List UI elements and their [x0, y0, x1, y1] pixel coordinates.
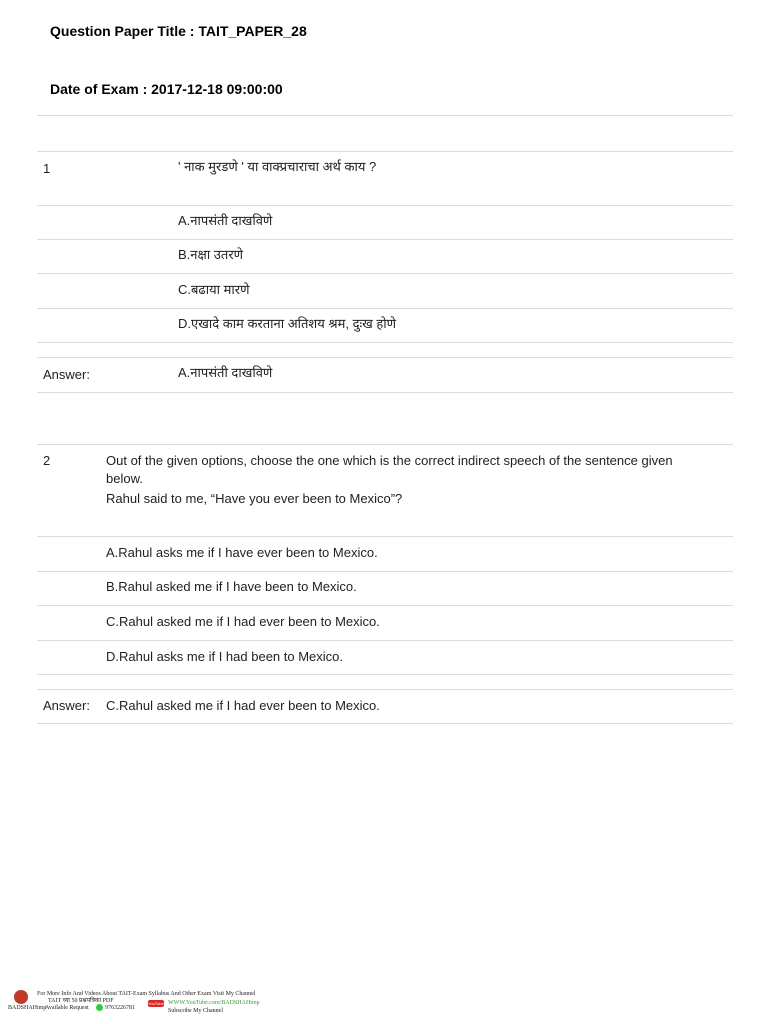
option-a: A.नापसंती दाखविणे: [178, 213, 273, 228]
option-d: D.Rahul asks me if I had been to Mexico.: [106, 649, 344, 664]
question-text: ' नाक मुरडणे ' या वाक्प्रचाराचा अर्थ काय ?: [178, 159, 377, 174]
footer-request: Available Request: [45, 1005, 89, 1011]
divider: [37, 723, 733, 724]
question-number: 2: [43, 453, 51, 468]
divider: [37, 392, 733, 393]
divider: [37, 308, 733, 309]
subscribe-text: Subscribe My Channel: [168, 1008, 223, 1014]
divider: [37, 357, 733, 358]
divider: [37, 342, 733, 343]
footer-brand: BADSHAHimp: [8, 1005, 47, 1011]
option-c: C.Rahul asked me if I had ever been to Mexico.: [106, 614, 380, 629]
footer-pdf-line: TAIT च्या 50 प्रश्नपत्रिका PDF: [48, 998, 114, 1004]
answer-value: A.नापसंती दाखविणे: [178, 365, 273, 380]
answer-value: C.Rahul asked me if I had ever been to Mexico.: [106, 698, 380, 713]
paper-title: Question Paper Title : TAIT_PAPER_28: [50, 23, 307, 39]
divider: [37, 605, 733, 606]
divider: [37, 205, 733, 206]
divider: [37, 689, 733, 690]
divider: [37, 239, 733, 240]
answer-label: Answer:: [43, 698, 90, 713]
divider: [37, 444, 733, 445]
option-d: D.एखादे काम करताना अतिशय श्रम, दुःख होणे: [178, 316, 397, 331]
option-b: B.नक्षा उतरणे: [178, 247, 244, 262]
divider: [37, 640, 733, 641]
question-text-line: Out of the given options, choose the one which is the correct indirect speech of the sentence given: [106, 453, 673, 468]
answer-label: Answer:: [43, 367, 90, 382]
option-a: A.Rahul asks me if I have ever been to Mexico.: [106, 545, 378, 560]
divider: [37, 273, 733, 274]
divider: [37, 674, 733, 675]
question-number: 1: [43, 161, 51, 176]
whatsapp-icon: [96, 1004, 103, 1011]
channel-url[interactable]: WWW.YouTube.com/BADSHAHimp: [168, 1000, 260, 1006]
question-text-line: below.: [106, 471, 143, 486]
footer-phone: 9763226781: [105, 1005, 135, 1011]
option-b: B.Rahul asked me if I have been to Mexico.: [106, 579, 357, 594]
exam-date: Date of Exam : 2017-12-18 09:00:00: [50, 81, 283, 97]
option-c: C.बढाया मारणे: [178, 282, 250, 297]
footer-banner: [8, 986, 308, 1020]
divider: [37, 571, 733, 572]
question-text-line: Rahul said to me, “Have you ever been to Mexico”?: [106, 491, 403, 506]
youtube-icon: YouTube: [148, 1001, 164, 1006]
channel-logo-icon: [14, 990, 28, 1004]
divider: [37, 536, 733, 537]
divider: [37, 115, 733, 116]
divider: [37, 151, 733, 152]
footer-info-line: For More Info And Videos About TAIT-Exam Syllabus And Other Exam Visit My Channel: [37, 991, 256, 997]
